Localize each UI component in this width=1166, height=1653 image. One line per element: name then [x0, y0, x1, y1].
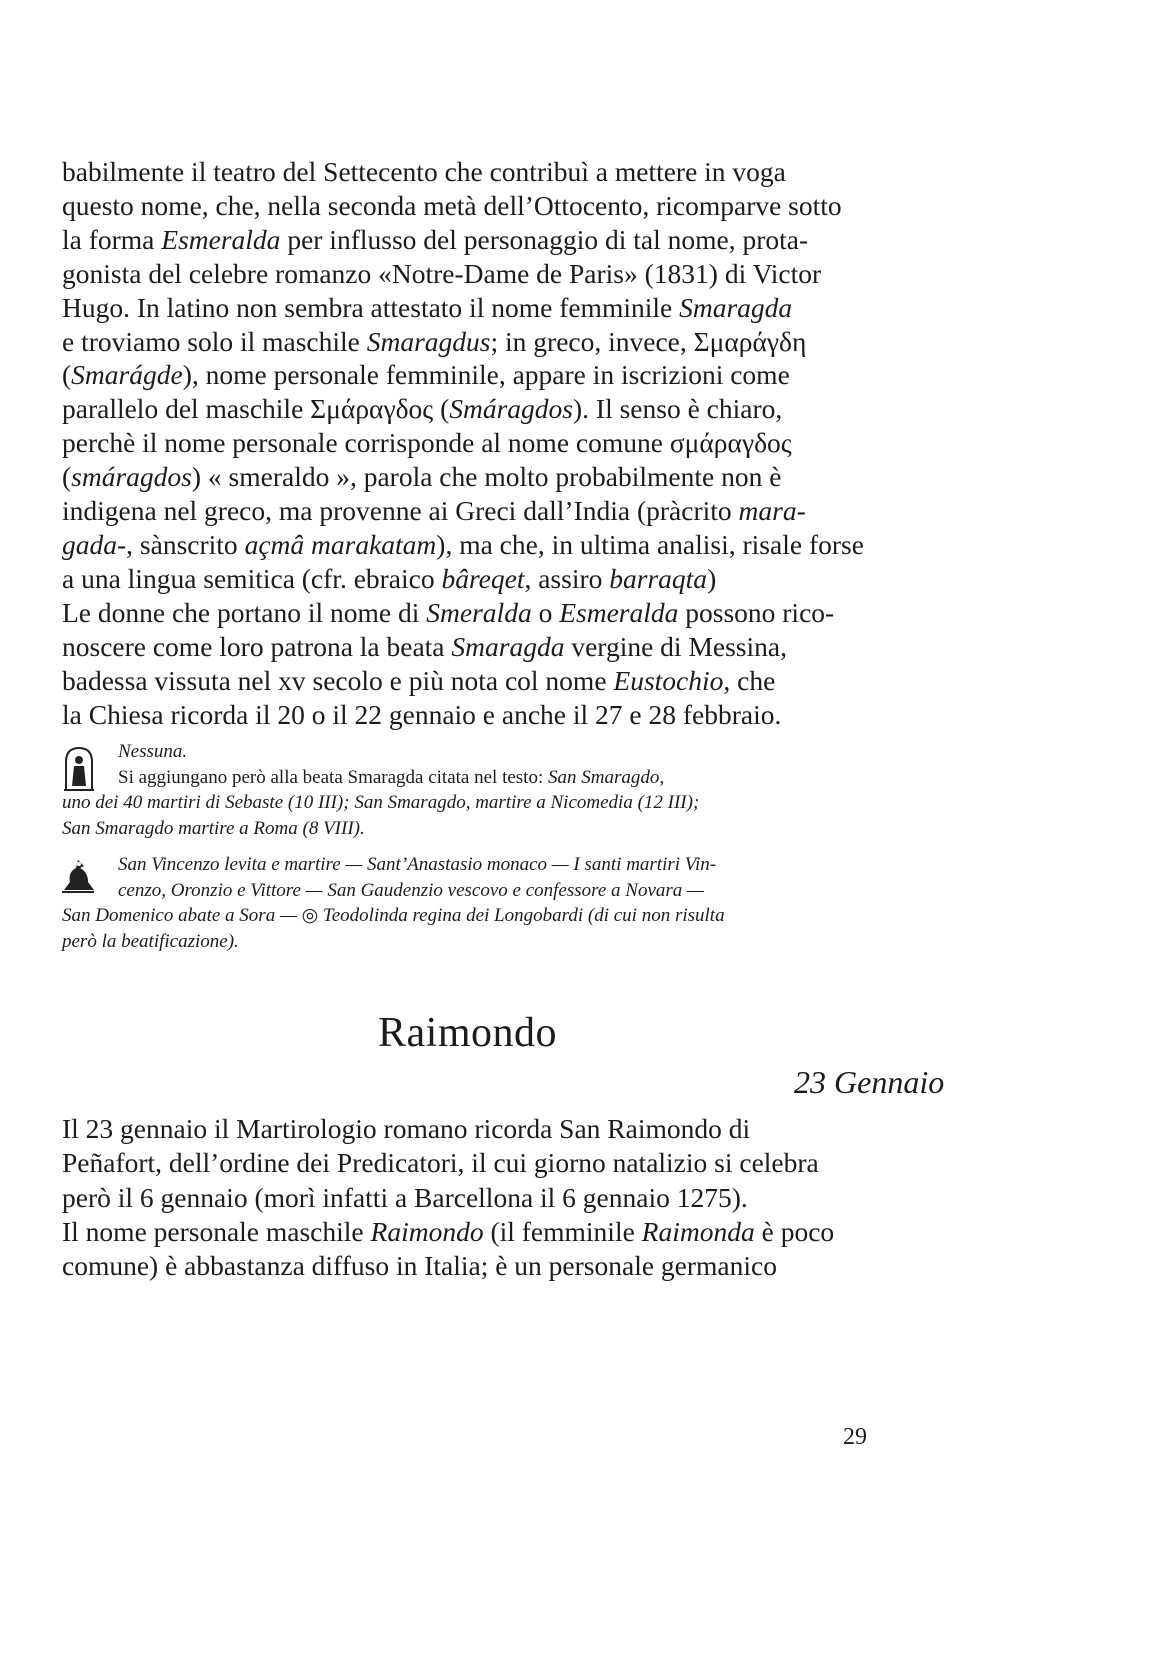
- text-segment: Peñafort, dell’ordine dei Predicatori, il cui giorno natalizio si celebra: [62, 1147, 819, 1179]
- text-segment: possono rico-: [678, 597, 835, 628]
- italic-text: Eustochio: [613, 664, 724, 696]
- text-segment: perchè il nome personale corrisponde al nome comune σμάραγδος: [62, 427, 792, 459]
- italic-text: San Smaragdo martire a Roma (8 VIII).: [62, 817, 365, 839]
- text-line: [62, 325, 877, 359]
- italic-text: Smarágde: [71, 359, 183, 391]
- italic-text: però la beatificazione).: [62, 930, 239, 952]
- text-line: [62, 189, 877, 223]
- text-line: [62, 630, 877, 664]
- saint-figure-icon: [62, 744, 96, 797]
- text-segment: a una lingua semitica (cfr. ebraico: [62, 562, 442, 594]
- text-line: [62, 358, 877, 392]
- text-segment: (il femminile: [483, 1215, 642, 1247]
- italic-text: Raimondo: [370, 1215, 484, 1247]
- italic-text: Smaragda: [451, 630, 565, 662]
- text-segment: la Chiesa ricorda il 20 o il 22 gennaio e anche il 27 e 28 febbraio.: [62, 698, 782, 730]
- text-line: [62, 1249, 877, 1283]
- text-segment: ), ma che, in ultima analisi, risale forse: [436, 528, 864, 560]
- text-line: [62, 223, 877, 257]
- italic-text: smáragdos: [71, 461, 192, 493]
- text-segment: noscere come loro patrona la beata: [62, 630, 452, 662]
- text-segment: Il 23 gennaio il Martirologio romano ricorda San Raimondo di: [62, 1113, 751, 1144]
- italic-text: San Smaragdo,: [548, 766, 665, 788]
- text-line: [62, 698, 877, 732]
- italic-text: uno dei 40 martiri di Sebaste (10 III); San Smaragdo, martire a Nicomedia (12 III);: [62, 792, 700, 813]
- italic-text: Raimonda: [641, 1215, 755, 1247]
- text-line: [62, 791, 878, 815]
- text-segment: (: [62, 359, 72, 391]
- text-line: [62, 392, 877, 426]
- text-segment: , che: [723, 664, 776, 696]
- text-segment: Il nome personale maschile: [62, 1215, 371, 1247]
- italic-text: San Domenico abate a Sora — ◎ Teodolinda regina dei Longobardi (di cui non risulta: [62, 905, 725, 926]
- text-segment: ), nome personale femminile, appare in iscrizioni come: [182, 359, 790, 391]
- italic-text: San Vincenzo levita e martire — Sant’Anastasio monaco — I santi martiri Vin-: [118, 854, 717, 875]
- text-line: [62, 596, 877, 630]
- text-line: [62, 460, 877, 494]
- italic-text: Smaragda: [679, 291, 793, 323]
- text-line: [62, 562, 877, 596]
- italic-text: barraqta: [609, 562, 708, 594]
- text-segment: la forma: [62, 223, 162, 255]
- text-segment: badessa vissuta nel xv secolo e più nota col nome: [62, 664, 614, 696]
- italic-text: cenzo, Oronzio e Vittore — San Gaudenzio vescovo e confessore a Novara —: [118, 879, 704, 901]
- text-segment: però il 6 gennaio (morì infatti a Barcellona il 6 gennaio 1275).: [62, 1181, 748, 1213]
- text-line: [62, 1146, 877, 1180]
- text-segment: è poco: [754, 1215, 835, 1247]
- italic-text: Esmeralda: [161, 223, 281, 255]
- text-segment: ): [707, 562, 717, 594]
- text-line: [62, 664, 877, 698]
- page-number: 29: [843, 1424, 867, 1450]
- italic-text: bâreqet: [441, 562, 525, 594]
- text-line: [62, 1215, 877, 1249]
- text-line: [118, 853, 878, 877]
- italic-text: Nessuna.: [118, 741, 188, 762]
- italic-text: Smeralda: [426, 597, 532, 628]
- italic-text: açmâ marakatam: [244, 528, 437, 560]
- text-line: [62, 817, 878, 841]
- italic-text: mara-: [738, 495, 806, 526]
- text-segment: indigena nel greco, ma provenne ai Greci dall’India (pràcrito: [62, 495, 739, 526]
- text-segment: questo nome, che, nella seconda metà dell’Ottocento, ricomparve sotto: [62, 189, 842, 221]
- text-line: [118, 766, 878, 790]
- pelican-emblem-icon: [58, 856, 98, 901]
- text-segment: e troviamo solo il maschile: [62, 325, 367, 357]
- italic-text: Esmeralda: [559, 597, 679, 628]
- text-segment: ; in greco, invece, Σμαράγδη: [490, 325, 807, 357]
- text-segment: ) « smeraldo », parola che molto probabilmente non è: [191, 461, 782, 493]
- text-segment: (: [62, 461, 72, 493]
- text-line: [62, 1112, 877, 1146]
- text-segment: vergine di Messina,: [564, 630, 787, 662]
- text-segment: , assiro: [524, 562, 610, 594]
- text-segment: comune) è abbastanza diffuso in Italia; è un personale germanico: [62, 1250, 777, 1282]
- italic-text: gada-: [62, 528, 127, 560]
- text-line: [118, 740, 878, 764]
- text-line: [62, 494, 877, 528]
- text-segment: babilmente il teatro del Settecento che contribuì a mettere in voga: [62, 156, 786, 187]
- text-line: [62, 155, 877, 189]
- text-line: [62, 528, 877, 562]
- text-line: [62, 291, 877, 325]
- text-segment: per influsso del personaggio di tal nome, prota-: [280, 223, 809, 255]
- entry-heading: Raimondo: [378, 1010, 557, 1056]
- text-segment: gonista del celebre romanzo «Notre-Dame de Paris» (1831) di Victor: [62, 257, 822, 289]
- text-segment: Le donne che portano il nome di: [62, 597, 427, 628]
- text-segment: parallelo del maschile Σμάραγδος (: [62, 393, 450, 425]
- text-line: [118, 879, 878, 903]
- text-segment: o: [531, 597, 560, 628]
- text-segment: Si aggiungano però alla beata Smaragda citata nel testo:: [118, 766, 548, 788]
- text-line: [62, 904, 878, 928]
- text-segment: , sànscrito: [126, 528, 245, 560]
- text-segment: Hugo. In latino non sembra attestato il nome femminile: [62, 291, 680, 323]
- text-line: [62, 930, 878, 954]
- feast-date: 23 Gennaio: [794, 1064, 945, 1100]
- italic-text: Smáragdos: [449, 393, 573, 425]
- text-line: [62, 426, 877, 460]
- italic-text: Smaragdus: [366, 325, 491, 357]
- text-segment: ). Il senso è chiaro,: [573, 393, 783, 425]
- text-line: [62, 1181, 877, 1215]
- text-line: [62, 257, 877, 291]
